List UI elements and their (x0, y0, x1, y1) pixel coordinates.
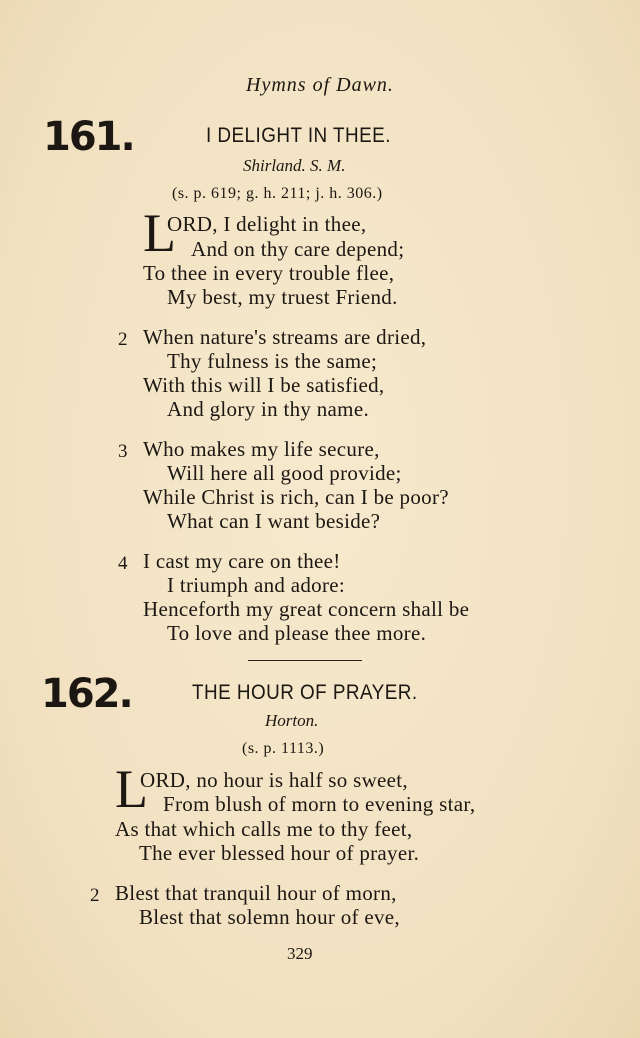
verse-line: The ever blessed hour of prayer. (139, 841, 420, 865)
hymn-title: I DELIGHT IN THEE. (206, 124, 391, 147)
verse-line: My best, my truest Friend. (167, 285, 398, 309)
verse-line: Blest that tranquil hour of morn, (115, 881, 397, 905)
verse-line: ORD, I delight in thee, (167, 212, 367, 236)
hymn-title: THE HOUR OF PRAYER. (192, 681, 418, 704)
drop-cap: L (115, 759, 148, 819)
hymn-number: 162. (41, 671, 132, 717)
verse-line: ORD, no hour is half so sweet, (140, 768, 408, 792)
verse-line: I cast my care on thee! (143, 549, 341, 573)
verse-line: Blest that solemn hour of eve, (139, 905, 400, 929)
verse-number: 2 (90, 885, 100, 906)
verse-line: And on thy care depend; (191, 237, 405, 261)
hymnal-references: (s. p. 1113.) (242, 740, 325, 757)
verse-line: With this will I be satisfied, (143, 373, 385, 397)
verse-line: While Christ is rich, can I be poor? (143, 485, 449, 509)
tune-name: Horton. (265, 711, 319, 730)
section-divider (248, 660, 362, 661)
verse-line: What can I want beside? (167, 509, 381, 533)
verse-line: Thy fulness is the same; (167, 349, 378, 373)
drop-cap: L (143, 203, 176, 263)
tune-name: Shirland. S. M. (243, 156, 346, 175)
hymn-number: 161. (43, 114, 134, 160)
page-number: 329 (287, 944, 313, 963)
verse-line: Who makes my life secure, (143, 437, 380, 461)
hymnal-references: (s. p. 619; g. h. 211; j. h. 306.) (172, 185, 383, 202)
verse-number: 2 (118, 329, 128, 350)
verse-line: Henceforth my great concern shall be (143, 597, 470, 621)
verse-line: I triumph and adore: (167, 573, 346, 597)
verse-line: To love and please thee more. (167, 621, 427, 645)
verse-line: When nature's streams are dried, (143, 325, 427, 349)
verse-line: As that which calls me to thy feet, (115, 817, 413, 841)
verse-line: And glory in thy name. (167, 397, 369, 421)
verse-number: 3 (118, 441, 128, 462)
verse-line: From blush of morn to evening star, (163, 792, 476, 816)
running-head: Hymns of Dawn. (246, 74, 394, 96)
verse-number: 4 (118, 553, 128, 574)
verse-line: To thee in every trouble flee, (143, 261, 395, 285)
verse-line: Will here all good provide; (167, 461, 402, 485)
